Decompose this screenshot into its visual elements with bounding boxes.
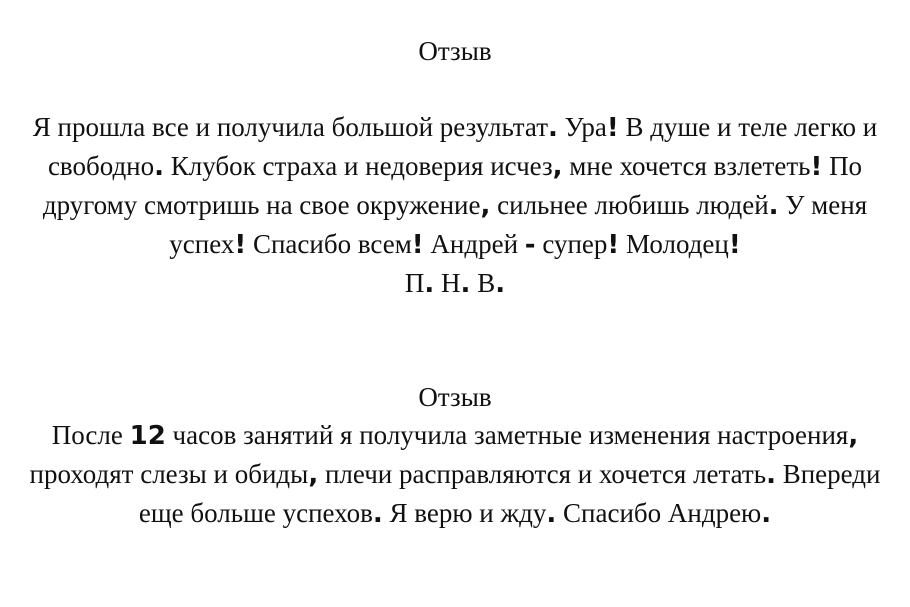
review-1 bbox=[20, 32, 890, 303]
review-2 bbox=[20, 378, 890, 533]
review-2-text: После 12 часов занятий я получила заметные изменения настроения, проходят слезы и обиды, плечи расправляются и хочется летать. Впереди еще больше успехов. Я верю и жду. Спасибо Андрею. bbox=[29, 420, 881, 529]
review-1-title: Отзыв bbox=[418, 36, 492, 66]
review-1-text: Я прошла все и получила большой результат. Ура! В душе и теле легко и свободно. Клубок страха и недоверия исчез, мне хочется взлететь! По другому смотришь на свое окружение, сильнее любишь людей. У меня успех! Спасибо всем! Андрей - супер! Молодец! bbox=[32, 112, 878, 260]
review-2-title: Отзыв bbox=[418, 382, 492, 412]
review-1-signature: П. Н. В. bbox=[404, 268, 506, 299]
